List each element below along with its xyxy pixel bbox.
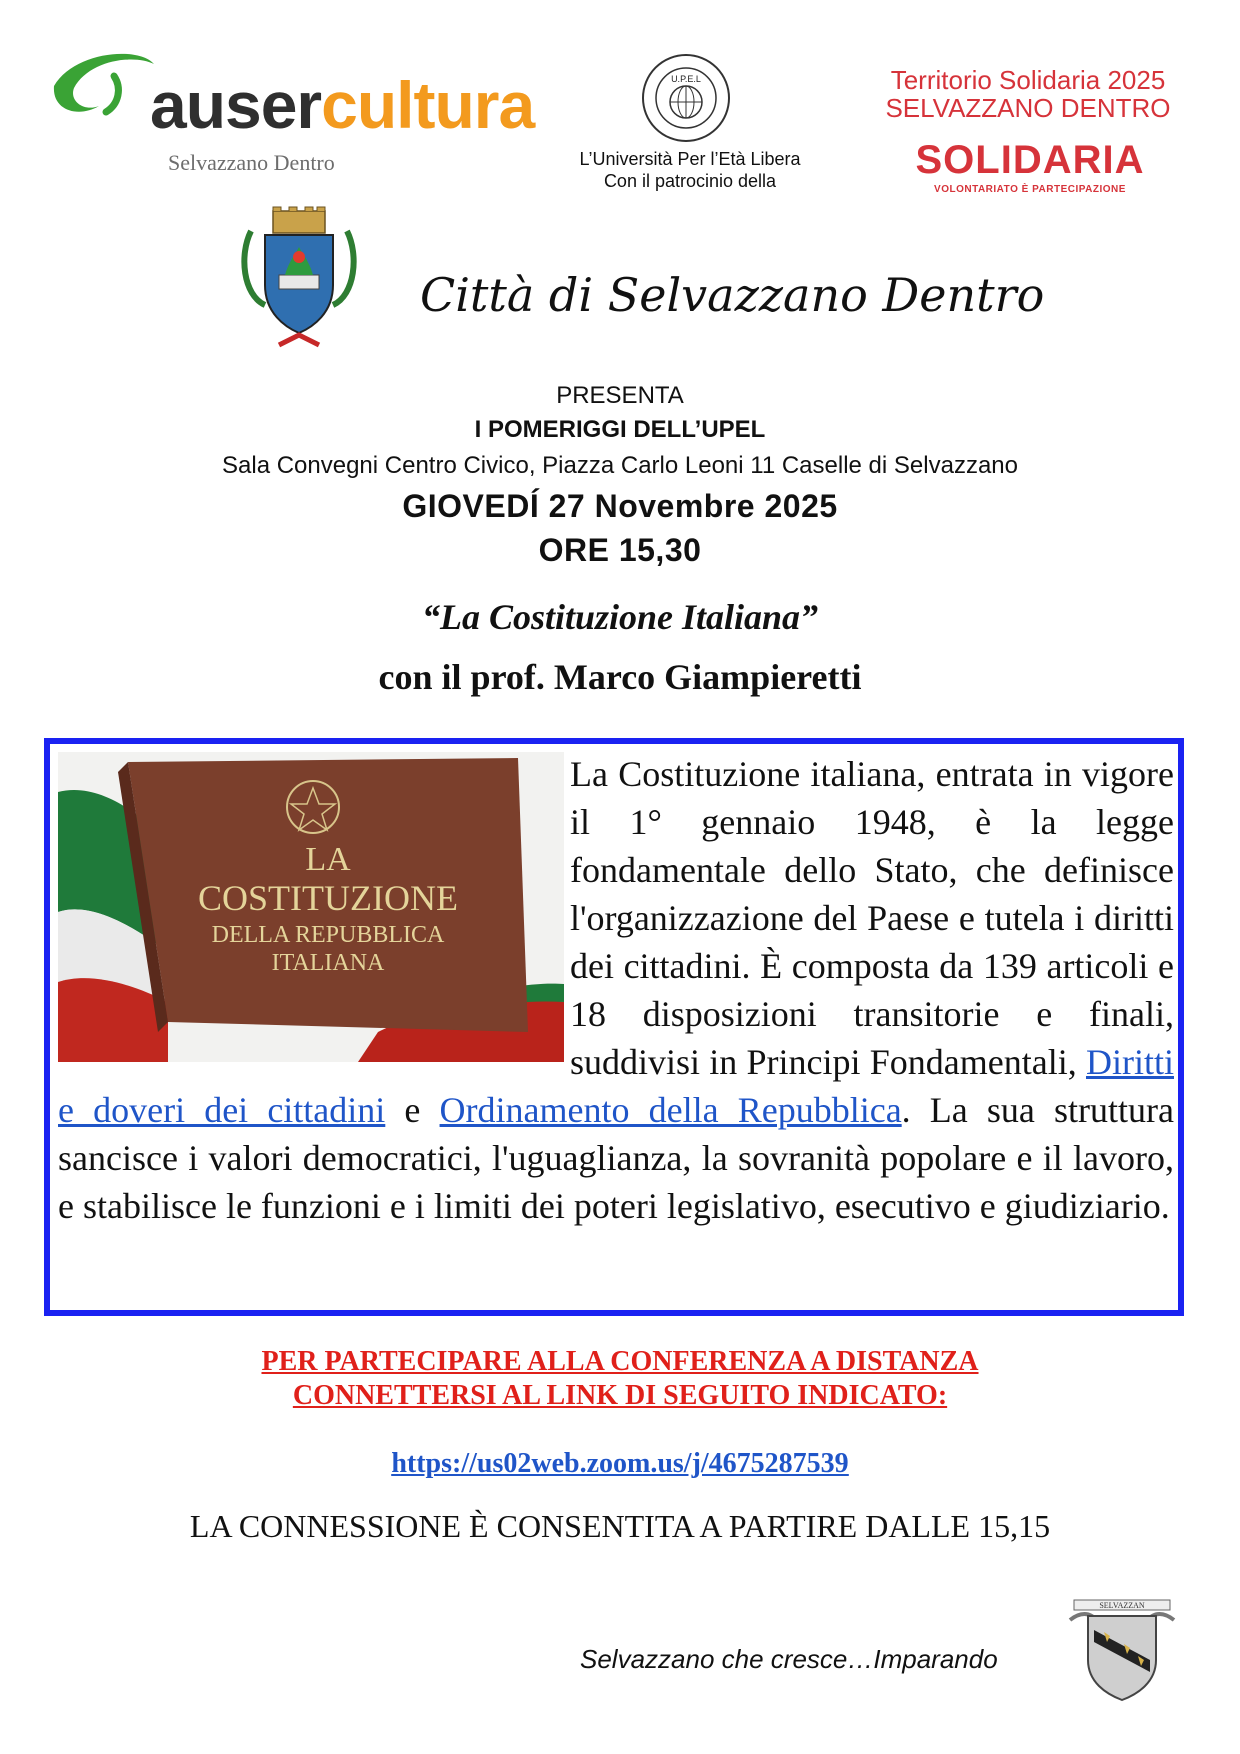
connection-note: LA CONNESSIONE È CONSENTITA A PARTIRE DALLE 15,15	[189, 1508, 1051, 1544]
description-mid: e	[385, 1090, 440, 1130]
cultura-word: cultura	[321, 68, 535, 142]
upel-seal-text: U.P.E.L	[671, 74, 701, 84]
solidaria-logo-part1: SOL	[915, 138, 1001, 182]
description-text	[58, 750, 1174, 1230]
book-line4: ITALIANA	[271, 950, 385, 976]
book-line2: COSTITUZIONE	[198, 878, 458, 918]
book-line3: DELLA REPUBBLICA	[211, 922, 445, 948]
link-diritti-doveri[interactable]: Diritti e doveri dei cittadini	[58, 1042, 1174, 1130]
event-time: ORE 15,30	[538, 532, 702, 568]
solidaria-line1: Territorio Solidaria 2025	[890, 65, 1166, 95]
description-part1: La Costituzione italiana, entrata in vigore il 1° gennaio 1948, è la legge fondamentale dello Stato, che definisce l'organizzazione del Paese e tutela i diritti dei cittadini. È composta da 139 articoli e 18 disposizioni transitorie e finali, suddivisi in Principi Fondamentali,	[570, 754, 1174, 1082]
solidaria-logo-i2: I	[1102, 138, 1115, 182]
description-part2: . La sua struttura sancisce i valori democratici, l'uguaglianza, la sovranità popolare e il lavoro, e stabilisce le funzioni e i limiti dei poteri legislativo, esecutivo e giudiziario.	[58, 1090, 1174, 1226]
solidaria-logo	[900, 140, 1160, 180]
upel-caption	[520, 148, 860, 192]
solidaria-logo-part3: A	[1114, 138, 1145, 182]
upel-line1: L’Università Per l’Età Libera	[579, 149, 801, 169]
auser-subtitle: Selvazzano Dentro	[168, 150, 335, 175]
zoom-link-wrap	[0, 1448, 1240, 1480]
presenta-label: PRESENTA	[556, 382, 684, 409]
solidaria-line2: SELVAZZANO DENTRO	[885, 93, 1171, 123]
badge-text: SELVAZZAN	[1099, 1601, 1145, 1610]
auser-word: auser	[150, 68, 322, 142]
book-line1: LA	[305, 841, 351, 878]
speaker-line: con il prof. Marco Giampieretti	[378, 657, 862, 697]
remote-line2: CONNETTERSI AL LINK DI SEGUITO INDICATO:	[292, 1380, 948, 1411]
solidaria-heading	[858, 66, 1198, 122]
selvazzano-badge-icon	[1064, 1580, 1180, 1706]
series-title: I POMERIGGI DELL’UPEL	[474, 416, 766, 443]
solidaria-logo-part2: DAR	[1012, 138, 1103, 182]
link-ordinamento[interactable]: Ordinamento della Repubblica	[439, 1090, 902, 1130]
solidaria-tagline: VOLONTARIATO È PARTECIPAZIONE	[934, 184, 1126, 195]
venue-text: Sala Convegni Centro Civico, Piazza Carlo Leoni 11 Caselle di Selvazzano	[222, 452, 1018, 479]
auser-cultura-logo	[150, 68, 535, 142]
solidaria-logo-i: I	[1000, 138, 1013, 182]
image-spacer	[58, 750, 570, 1062]
footer-motto: Selvazzano che cresce…Imparando	[580, 1644, 998, 1674]
remote-line1: PER PARTECIPARE ALLA CONFERENZA A DISTANZA	[261, 1346, 979, 1377]
auser-swoosh-icon	[44, 46, 164, 126]
zoom-link[interactable]: https://us02web.zoom.us/j/4675287539	[391, 1448, 849, 1479]
event-date: GIOVEDÍ 27 Novembre 2025	[402, 488, 838, 524]
upel-line2: Con il patrocinio della	[603, 171, 777, 191]
upel-seal-icon	[640, 52, 732, 144]
citta-title: Città di Selvazzano Dentro	[420, 268, 1045, 322]
conference-title: “La Costituzione Italiana”	[421, 597, 819, 637]
coat-of-arms-icon	[235, 205, 363, 365]
